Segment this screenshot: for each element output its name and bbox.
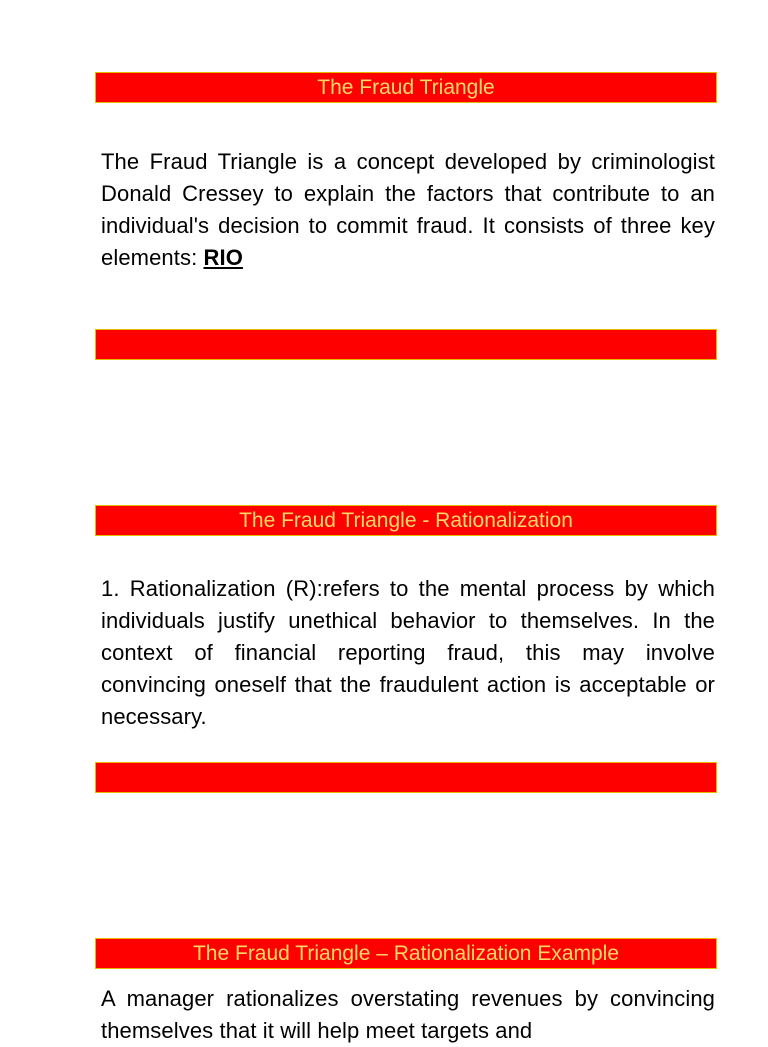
rio-acronym: RIO	[203, 245, 243, 270]
body-text: The Fraud Triangle is a concept developed by criminologist Donald Cressey to explain the factors that contribute to an individual's decision to commit fraud. It consists of three key elements:	[101, 149, 715, 270]
body-text: 1. Rationalization (R):refers to the mental process by which individuals justify unethical behavior to themselves. In the context of financial reporting fraud, this may involve convincing oneself that the fraudulent action is acceptable or necessary.	[101, 576, 715, 729]
section-title: The Fraud Triangle – Rationalization Example	[192, 942, 620, 965]
body-text: A manager rationalizes overstating revenues by convincing themselves that it will help meet targets and	[101, 986, 715, 1043]
section-title-banner	[95, 938, 717, 969]
section-title-banner	[95, 505, 717, 536]
section-body	[101, 573, 715, 733]
section-title-banner	[95, 72, 717, 103]
divider-banner	[95, 762, 717, 793]
divider-banner	[95, 329, 717, 360]
section-title: The Fraud Triangle	[317, 76, 495, 99]
section-body	[101, 983, 715, 1047]
section-body	[101, 146, 715, 274]
section-title: The Fraud Triangle - Rationalization	[239, 509, 573, 532]
